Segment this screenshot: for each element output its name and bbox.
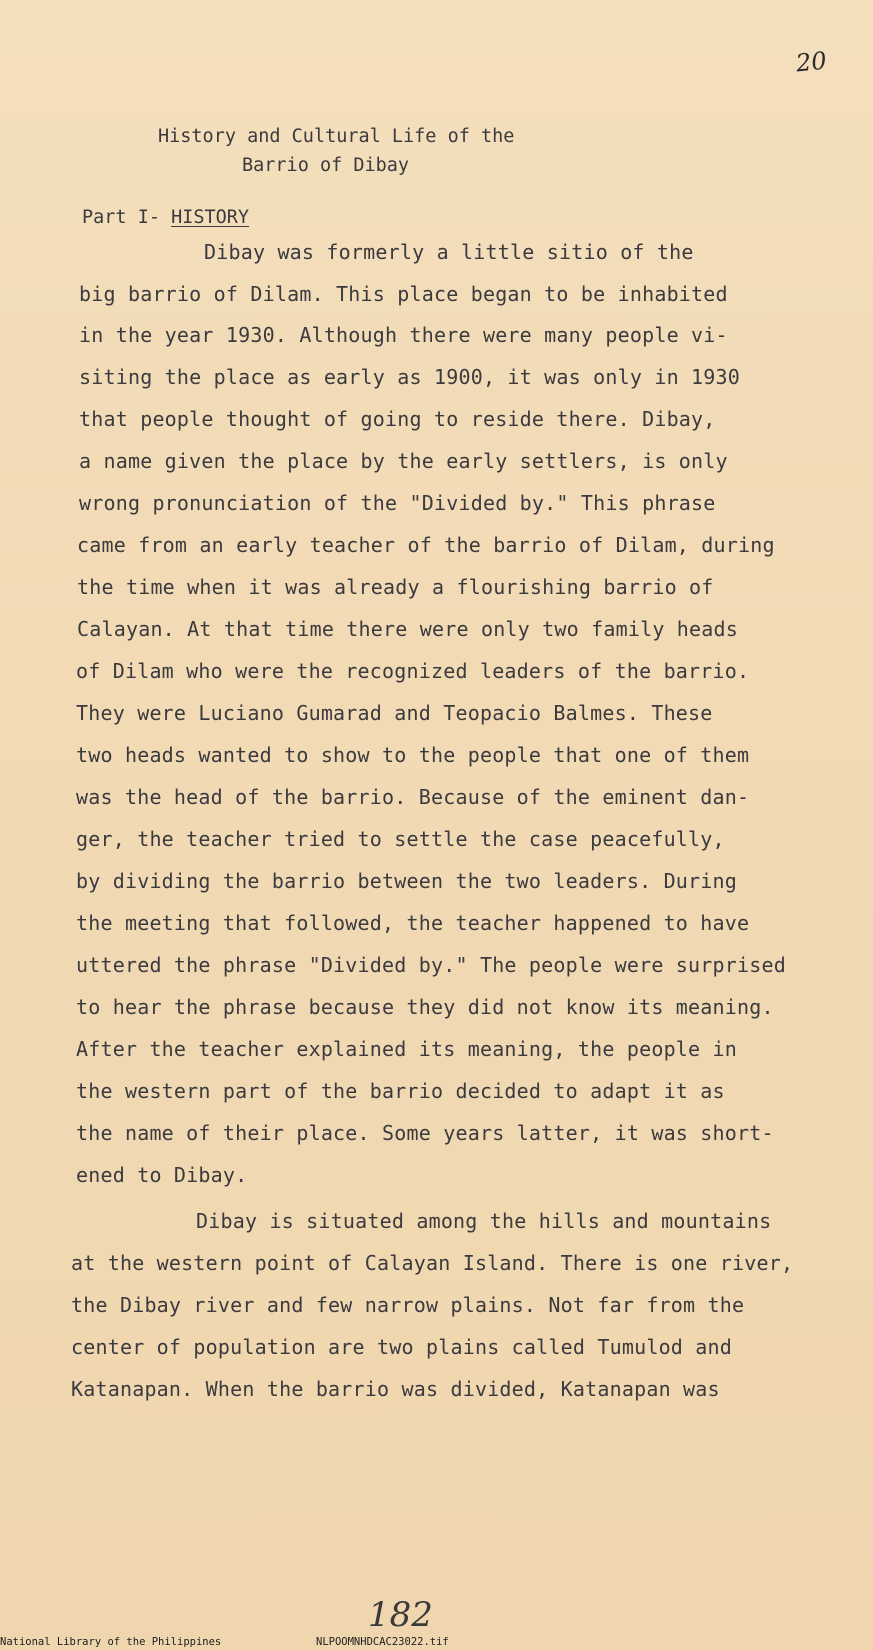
title-line-1: History and Cultural Life of the [158,126,515,147]
text-line: by dividing the barrio between the two leaders. During [76,869,738,893]
text-line: the time when it was already a flourishing barrio of [77,575,714,599]
text-line: two heads wanted to show to the people that one of them [76,743,750,767]
page-number: 20 [794,46,828,78]
text-line: ened to Dibay. [76,1163,248,1187]
part-heading-prefix: Part I- [82,207,172,228]
text-line: the Dibay river and few narrow plains. Not far from the [71,1293,745,1317]
text-line: ger, the teacher tried to settle the case peacefully, [76,827,725,851]
text-line: siting the place as early as 1900, it was only in 1930 [79,365,741,389]
text-line: Dibay was formerly a little sitio of the [204,240,694,264]
footer-file-name: NLPOOMNHDCAC23022.tif [316,1636,449,1648]
text-line: center of population are two plains called Tumulod and [71,1335,733,1359]
text-line: Dibay is situated among the hills and mountains [196,1209,772,1233]
text-line: uttered the phrase "Divided by." The people were surprised [76,953,786,977]
text-line: the name of their place. Some years latter, it was short- [76,1121,774,1145]
handwritten-page-mark: 182 [368,1595,433,1635]
text-line: the meeting that followed, the teacher happened to have [76,911,750,935]
text-line: was the head of the barrio. Because of the eminent dan- [76,785,750,809]
text-line: big barrio of Dilam. This place began to be inhabited [79,282,728,306]
text-line: at the western point of Calayan Island. There is one river, [71,1251,794,1275]
text-line: Katanapan. When the barrio was divided, Katanapan was [71,1377,720,1401]
text-line: to hear the phrase because they did not know its meaning. [76,995,774,1019]
text-line: that people thought of going to reside there. Dibay, [79,407,716,431]
text-line: They were Luciano Gumarad and Teopacio Balmes. These [76,701,713,725]
title-line-2: Barrio of Dibay [242,155,410,176]
text-line: Calayan. At that time there were only two family heads [77,617,739,641]
footer-library-name: National Library of the Philippines [0,1636,222,1648]
text-line: After the teacher explained its meaning, the people in [76,1037,738,1061]
text-line: of Dilam who were the recognized leaders of the barrio. [76,659,750,683]
text-line: wrong pronunciation of the "Divided by." This phrase [79,491,716,515]
text-line: came from an early teacher of the barrio of Dilam, during [77,533,775,557]
text-line: in the year 1930. Although there were many people vi- [79,323,728,347]
text-line: a name given the place by the early settlers, is only [79,449,728,473]
part-heading-label: HISTORY [171,207,250,228]
text-line: the western part of the barrio decided to adapt it as [76,1079,725,1103]
